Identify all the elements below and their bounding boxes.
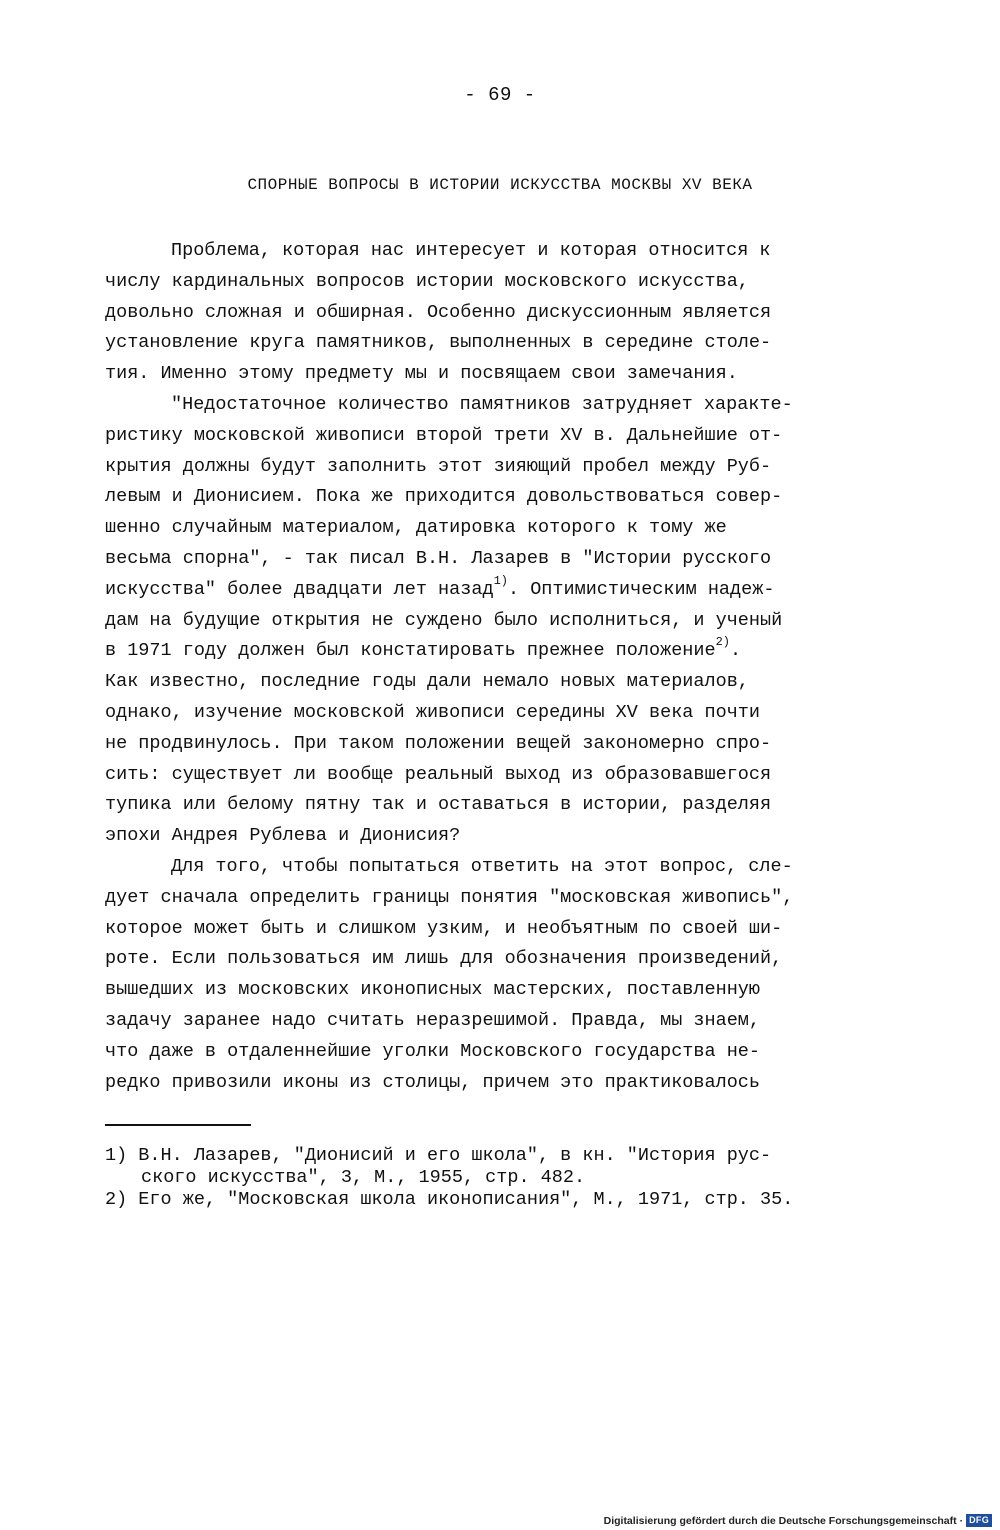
dfg-logo-icon: DFG [966,1514,992,1527]
body-text [105,236,905,1098]
text-fragment: . Оптимистическим надеж- [507,578,775,600]
text-line: что даже в отдаленнейшие уголки Московского государства не- [105,1040,761,1062]
footnote-divider [105,1124,251,1126]
text-line-with-footnote-1 [105,575,905,606]
text-line: ристику московской живописи второй трети XV в. Дальнейшие от- [105,424,783,446]
text-line: довольно сложная и обширная. Особенно дискуссионным является [105,301,772,323]
footnote-ref-1: 1) [493,573,508,588]
footnotes [105,1145,905,1211]
footnote-2: 2) Его же, "Московская школа иконописания", М., 1971, стр. 35. [105,1189,794,1210]
text-line: редко привозили иконы из столицы, причем это практиковалось [105,1071,761,1093]
text-line: весьма спорна", - так писал В.Н. Лазарев в "Истории русского [105,547,772,569]
text-line: тия. Именно этому предмету мы и посвящаем свои замечания. [105,363,738,385]
text-line: крытия должны будут заполнить этот зияющий пробел между Руб- [105,455,772,477]
text-line: шенно случайным материалом, датировка которого к тому же [105,517,727,539]
text-line: задачу заранее надо считать неразрешимой. Правда, мы знаем, [105,1009,761,1031]
credit-text: Digitalisierung gefördert durch die Deutsche Forschungsgemeinschaft [603,1514,957,1527]
text-fragment: в 1971 году должен был констатировать прежнее положение [105,640,716,662]
text-line: которое может быть и слишком узким, и необъятным по своей ши- [105,917,783,939]
funding-credit [604,1514,992,1527]
text-line: дам на будущие открытия не суждено было исполниться, и ученый [105,609,783,631]
text-line: "Недостаточное количество памятников затрудняет характе- [171,393,793,415]
footnote-1: 1) В.Н. Лазарев, "Дионисий и его школа", в кн. "История рус- [105,1145,772,1166]
page-title: СПОРНЫЕ ВОПРОСЫ В ИСТОРИИ ИСКУССТВА МОСКВЫ XV ВЕКА [247,176,753,194]
credit-separator: · [959,1514,964,1527]
text-line: роте. Если пользоваться им лишь для обозначения произведений, [105,948,783,970]
text-line: сить: существует ли вообще реальный выход из образовавшегося [105,763,772,785]
page-number: - 69 - [464,84,536,106]
text-line: левым и Дионисием. Пока же приходится довольствоваться совер- [105,486,783,508]
text-line-with-footnote-2 [105,636,905,667]
text-line: числу кардинальных вопросов истории московского искусства, [105,270,749,292]
text-line: эпохи Андрея Рублева и Дионисия? [105,825,461,847]
text-line: Как известно, последние годы дали немало новых материалов, [105,671,749,693]
text-line: однако, изучение московской живописи середины XV века почти [105,701,761,723]
text-line: не продвинулось. При таком положении вещей закономерно спро- [105,732,772,754]
text-fragment: искусства" более двадцати лет назад [105,578,494,600]
footnote-1-continuation: ского искусства", 3, М., 1955, стр. 482. [141,1167,586,1188]
text-line: дует сначала определить границы понятия "московская живопись", [105,886,794,908]
text-line: вышедших из московских иконописных мастерских, поставленную [105,979,761,1001]
text-line: Для того, чтобы попытаться ответить на этот вопрос, сле- [171,855,793,877]
text-line: Проблема, которая нас интересует и которая относится к [171,240,771,261]
text-line: тупика или белому пятну так и оставаться в истории, разделяя [105,794,772,816]
text-fragment: . [730,640,742,662]
text-line: установление круга памятников, выполненных в середине столе- [105,332,772,354]
footnote-ref-2: 2) [715,635,731,650]
